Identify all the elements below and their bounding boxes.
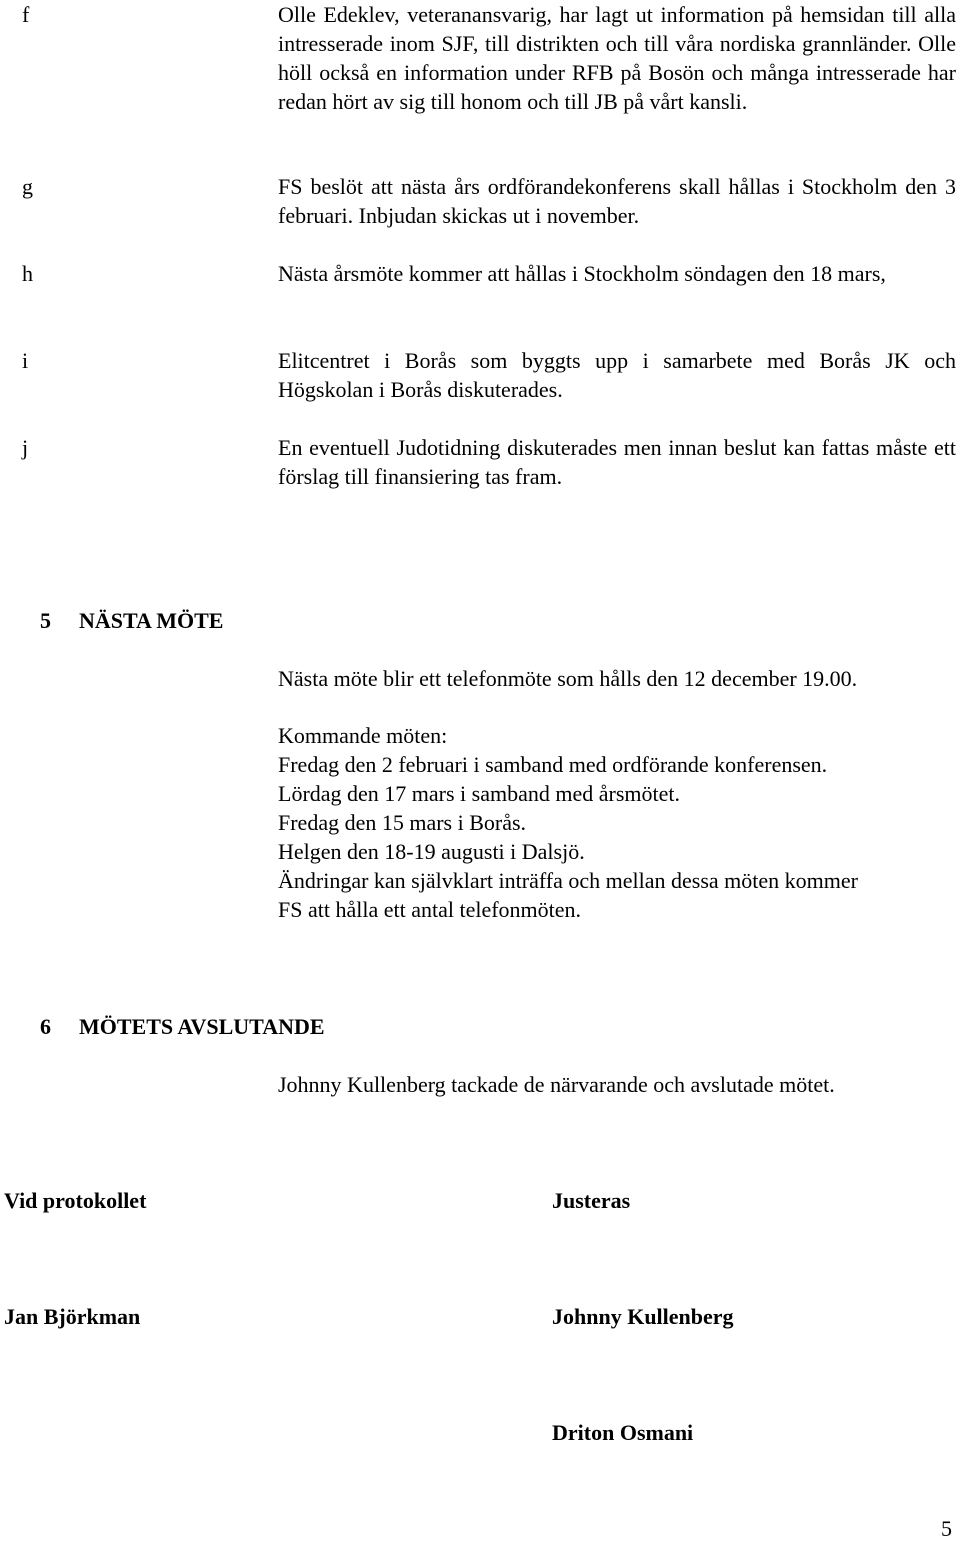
item-letter-i: i (22, 348, 29, 373)
list-item: Lördag den 17 mars i samband med årsmötet. (278, 781, 681, 806)
section-6-number: 6 (40, 1014, 51, 1039)
signature-right-name-2: Driton Osmani (552, 1420, 694, 1445)
item-letter-h: h (22, 261, 33, 286)
item-text-f: Olle Edeklev, veteranansvarig, har lagt ut information på hemsidan till alla intresserade inom SJF, till distrikten och till våra nordiska grannländer. Olle höll också en information under RFB på Bosön och många intresserade har redan hört av sig till honom och till JB på vårt kansli. (278, 2, 956, 114)
list-item: Fredag den 2 februari i samband med ordförande konferensen. (278, 752, 828, 777)
section-5-intro: Nästa möte blir ett telefonmöte som hålls den 12 december 19.00. (278, 666, 858, 691)
signature-left-label: Vid protokollet (4, 1188, 147, 1213)
section-5-title: NÄSTA MÖTE (79, 608, 224, 633)
signature-left-name: Jan Björkman (4, 1304, 141, 1329)
item-letter-j: j (22, 435, 29, 460)
list-item: Helgen den 18-19 augusti i Dalsjö. (278, 839, 585, 864)
section-6-title: MÖTETS AVSLUTANDE (79, 1014, 325, 1039)
item-text-g: FS beslöt att nästa års ordförandekonferens skall hållas i Stockholm den 3 februari. Inbjudan skickas ut i november. (278, 174, 956, 228)
list-item: Kommande möten: (278, 723, 448, 748)
section-6-text: Johnny Kullenberg tackade de närvarande och avslutade mötet. (278, 1072, 835, 1097)
signature-right-label: Justeras (552, 1188, 631, 1213)
item-text-j: En eventuell Judotidning diskuterades men innan beslut kan fattas måste ett förslag till finansiering tas fram. (278, 435, 956, 489)
page-number: 5 (941, 1516, 952, 1541)
list-item: Fredag den 15 mars i Borås. (278, 810, 527, 835)
item-text-i: Elitcentret i Borås som byggts upp i samarbete med Borås JK och Högskolan i Borås diskuterades. (278, 348, 956, 402)
list-item: Ändringar kan självklart inträffa och mellan dessa möten kommer (278, 868, 858, 893)
section-5-meetings-list (278, 721, 956, 924)
signature-right-name-1: Johnny Kullenberg (552, 1304, 734, 1329)
list-item: FS att hålla ett antal telefonmöten. (278, 897, 582, 922)
item-text-h: Nästa årsmöte kommer att hållas i Stockholm söndagen den 18 mars, (278, 261, 886, 286)
item-letter-f: f (22, 2, 30, 27)
item-letter-g: g (22, 174, 33, 199)
section-5-number: 5 (40, 608, 51, 633)
